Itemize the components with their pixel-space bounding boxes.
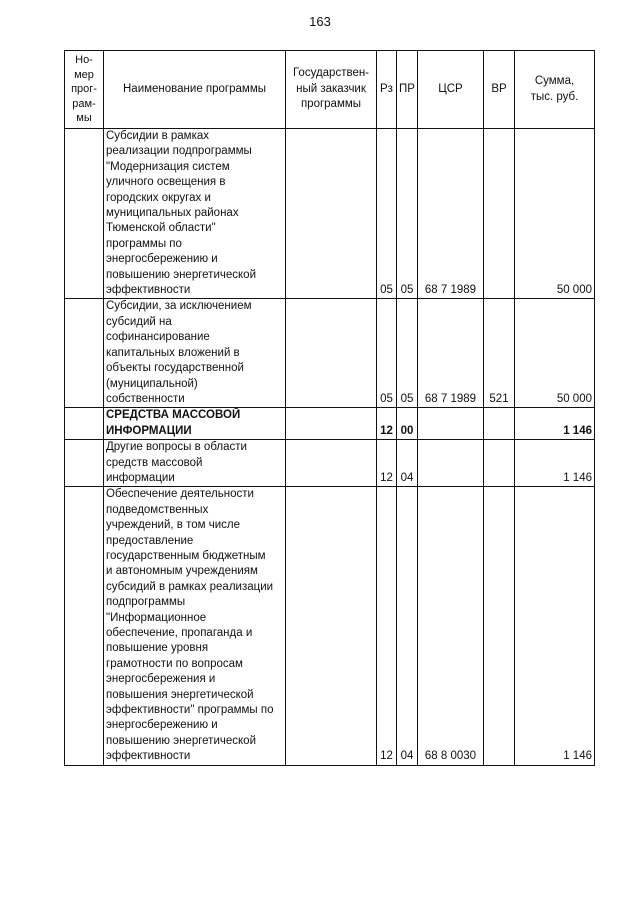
header-pr: ПР <box>397 51 418 129</box>
amount: 1 146 <box>515 440 595 487</box>
program-name: Субсидии в рамках реализации подпрограммы "Модернизация систем уличного освещения в городских округах и муниципальных районах Тюменской области" программы по энергосбережению и повышению энергетической эффективности <box>104 129 286 299</box>
program-customer <box>286 408 377 440</box>
header-program-number: Но- мер прог- рам- мы <box>65 51 104 129</box>
program-name: Обеспечение деятельности подведомственных учреждений, в том числе предоставление государственным бюджетным и автономным учреждениям субсидий в рамках реализации подпрограммы "Информационное обеспечение, пропаганда и повышение уровня грамотности по вопросам энергосбережения и повышения энергетической эффективности" программы по энергосбережению и повышению энергетической эффективности <box>104 487 286 765</box>
rz-code: 12 <box>377 408 397 440</box>
table-row <box>65 129 595 299</box>
table-body <box>65 129 595 766</box>
table-row <box>65 299 595 408</box>
pr-code: 04 <box>397 487 418 765</box>
program-name: Субсидии, за исключением субсидий на софинансирование капитальных вложений в объекты государственной (муниципальной) собственности <box>104 299 286 408</box>
program-number <box>65 129 104 299</box>
vr-code: 521 <box>484 299 515 408</box>
header-csr: ЦСР <box>418 51 484 129</box>
table-row <box>65 487 595 765</box>
amount: 50 000 <box>515 299 595 408</box>
csr-code: 68 7 1989 <box>418 129 484 299</box>
amount: 50 000 <box>515 129 595 299</box>
header-customer: Государствен- ный заказчик программы <box>286 51 377 129</box>
program-number <box>65 487 104 765</box>
rz-code: 05 <box>377 129 397 299</box>
csr-code: 68 7 1989 <box>418 299 484 408</box>
header-row <box>65 51 595 129</box>
program-name: Другие вопросы в области средств массовой информации <box>104 440 286 487</box>
pr-code: 00 <box>397 408 418 440</box>
csr-code: 68 8 0030 <box>418 487 484 765</box>
program-number <box>65 299 104 408</box>
rz-code: 12 <box>377 487 397 765</box>
program-number <box>65 440 104 487</box>
vr-code <box>484 408 515 440</box>
rz-code: 12 <box>377 440 397 487</box>
program-name: СРЕДСТВА МАССОВОЙ ИНФОРМАЦИИ <box>104 408 286 440</box>
amount: 1 146 <box>515 487 595 765</box>
vr-code <box>484 440 515 487</box>
header-rz: Рз <box>377 51 397 129</box>
pr-code: 04 <box>397 440 418 487</box>
vr-code <box>484 129 515 299</box>
csr-code <box>418 440 484 487</box>
header-vr: ВР <box>484 51 515 129</box>
header-sum: Сумма, тыс. руб. <box>515 51 595 129</box>
amount: 1 146 <box>515 408 595 440</box>
program-customer <box>286 487 377 765</box>
table-row <box>65 440 595 487</box>
pr-code: 05 <box>397 299 418 408</box>
rz-code: 05 <box>377 299 397 408</box>
csr-code <box>418 408 484 440</box>
program-number <box>65 408 104 440</box>
table-row <box>65 408 595 440</box>
program-customer <box>286 299 377 408</box>
page-number: 163 <box>309 14 331 29</box>
program-customer <box>286 129 377 299</box>
vr-code <box>484 487 515 765</box>
program-customer <box>286 440 377 487</box>
header-program-name: Наименование программы <box>104 51 286 129</box>
pr-code: 05 <box>397 129 418 299</box>
budget-table <box>64 50 595 766</box>
